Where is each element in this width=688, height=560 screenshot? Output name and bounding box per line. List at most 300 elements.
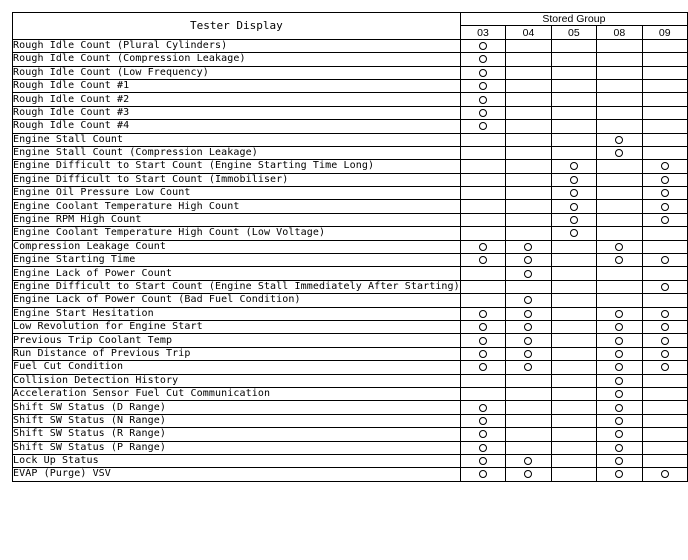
table-row (13, 66, 688, 79)
table-row (13, 173, 688, 186)
group-code-03: 03 (460, 26, 505, 39)
row-label: Engine Stall Count (13, 133, 461, 146)
group-cell-09 (642, 93, 687, 106)
group-cell-04 (506, 441, 551, 454)
circle-mark-icon (479, 323, 487, 331)
row-label: Rough Idle Count #2 (13, 93, 461, 106)
group-cell-08 (597, 160, 642, 173)
group-cell-09 (642, 294, 687, 307)
group-cell-03 (460, 428, 505, 441)
group-cell-09 (642, 441, 687, 454)
circle-mark-icon (661, 162, 669, 170)
table-row (13, 160, 688, 173)
circle-mark-icon (661, 176, 669, 184)
circle-mark-icon (524, 350, 532, 358)
group-cell-04 (506, 79, 551, 92)
group-cell-03 (460, 374, 505, 387)
row-label: Run Distance of Previous Trip (13, 347, 461, 360)
group-cell-09 (642, 361, 687, 374)
group-cell-04 (506, 294, 551, 307)
row-label: Rough Idle Count #1 (13, 79, 461, 92)
circle-mark-icon (524, 310, 532, 318)
group-cell-05 (551, 79, 596, 92)
table-row (13, 441, 688, 454)
group-cell-05 (551, 240, 596, 253)
circle-mark-icon (479, 417, 487, 425)
group-cell-04 (506, 307, 551, 320)
group-cell-09 (642, 106, 687, 119)
circle-mark-icon (479, 109, 487, 117)
circle-mark-icon (479, 337, 487, 345)
group-cell-04 (506, 66, 551, 79)
circle-mark-icon (615, 363, 623, 371)
group-cell-05 (551, 387, 596, 400)
group-cell-08 (597, 79, 642, 92)
group-cell-03 (460, 146, 505, 159)
group-cell-08 (597, 468, 642, 481)
group-cell-03 (460, 79, 505, 92)
circle-mark-icon (479, 82, 487, 90)
row-label: Rough Idle Count (Compression Leakage) (13, 53, 461, 66)
circle-mark-icon (615, 377, 623, 385)
row-label: Fuel Cut Condition (13, 361, 461, 374)
row-label: Rough Idle Count (Low Frequency) (13, 66, 461, 79)
table-row (13, 401, 688, 414)
group-cell-05 (551, 160, 596, 173)
group-cell-08 (597, 120, 642, 133)
group-cell-03 (460, 39, 505, 52)
group-cell-03 (460, 414, 505, 427)
group-code-05: 05 (551, 26, 596, 39)
group-cell-03 (460, 213, 505, 226)
group-cell-05 (551, 334, 596, 347)
table-row (13, 361, 688, 374)
table-row (13, 294, 688, 307)
circle-mark-icon (661, 350, 669, 358)
circle-mark-icon (615, 470, 623, 478)
stored-group-table (12, 12, 688, 482)
group-cell-05 (551, 320, 596, 333)
group-cell-05 (551, 66, 596, 79)
table-row (13, 468, 688, 481)
circle-mark-icon (524, 363, 532, 371)
circle-mark-icon (524, 457, 532, 465)
group-cell-03 (460, 294, 505, 307)
circle-mark-icon (615, 256, 623, 264)
group-cell-03 (460, 280, 505, 293)
group-cell-09 (642, 320, 687, 333)
circle-mark-icon (524, 337, 532, 345)
circle-mark-icon (524, 296, 532, 304)
table-row (13, 133, 688, 146)
group-cell-08 (597, 428, 642, 441)
group-cell-03 (460, 106, 505, 119)
circle-mark-icon (479, 122, 487, 130)
circle-mark-icon (570, 176, 578, 184)
group-cell-08 (597, 106, 642, 119)
group-cell-05 (551, 106, 596, 119)
table-row (13, 347, 688, 360)
table-row (13, 53, 688, 66)
table-row (13, 267, 688, 280)
group-cell-04 (506, 146, 551, 159)
circle-mark-icon (479, 350, 487, 358)
row-label: Engine Lack of Power Count (13, 267, 461, 280)
group-cell-05 (551, 414, 596, 427)
group-cell-04 (506, 347, 551, 360)
circle-mark-icon (479, 470, 487, 478)
group-cell-03 (460, 120, 505, 133)
group-cell-04 (506, 374, 551, 387)
circle-mark-icon (479, 404, 487, 412)
group-cell-05 (551, 267, 596, 280)
group-cell-04 (506, 428, 551, 441)
group-cell-09 (642, 213, 687, 226)
table-row (13, 93, 688, 106)
group-cell-04 (506, 280, 551, 293)
circle-mark-icon (615, 350, 623, 358)
table-row (13, 187, 688, 200)
group-cell-05 (551, 454, 596, 467)
group-cell-05 (551, 294, 596, 307)
table-body (13, 39, 688, 481)
group-cell-09 (642, 468, 687, 481)
table-row (13, 414, 688, 427)
row-label: Engine Difficult to Start Count (Engine Stall Immediately After Starting) (13, 281, 460, 292)
group-cell-09 (642, 307, 687, 320)
table-row (13, 254, 688, 267)
group-cell-08 (597, 267, 642, 280)
row-label: Rough Idle Count (Plural Cylinders) (13, 39, 461, 52)
group-cell-03 (460, 401, 505, 414)
group-cell-08 (597, 146, 642, 159)
group-cell-08 (597, 39, 642, 52)
row-label: Lock Up Status (13, 454, 461, 467)
group-cell-08 (597, 307, 642, 320)
group-cell-08 (597, 133, 642, 146)
group-cell-09 (642, 401, 687, 414)
group-cell-03 (460, 240, 505, 253)
group-cell-08 (597, 441, 642, 454)
table-row (13, 374, 688, 387)
group-cell-05 (551, 187, 596, 200)
group-cell-05 (551, 120, 596, 133)
group-cell-03 (460, 454, 505, 467)
circle-mark-icon (615, 390, 623, 398)
group-cell-04 (506, 93, 551, 106)
circle-mark-icon (524, 256, 532, 264)
group-cell-03 (460, 347, 505, 360)
row-label: Shift SW Status (R Range) (13, 428, 461, 441)
group-cell-04 (506, 361, 551, 374)
group-cell-03 (460, 361, 505, 374)
group-cell-04 (506, 468, 551, 481)
group-cell-04 (506, 401, 551, 414)
group-cell-05 (551, 254, 596, 267)
group-cell-05 (551, 133, 596, 146)
group-cell-08 (597, 53, 642, 66)
group-cell-04 (506, 213, 551, 226)
group-cell-09 (642, 240, 687, 253)
group-cell-08 (597, 454, 642, 467)
group-cell-05 (551, 146, 596, 159)
group-cell-03 (460, 387, 505, 400)
circle-mark-icon (570, 229, 578, 237)
group-cell-09 (642, 267, 687, 280)
group-cell-03 (460, 307, 505, 320)
circle-mark-icon (479, 69, 487, 77)
group-cell-09 (642, 387, 687, 400)
group-cell-04 (506, 200, 551, 213)
group-code-08: 08 (597, 26, 642, 39)
circle-mark-icon (479, 363, 487, 371)
group-cell-09 (642, 200, 687, 213)
circle-mark-icon (661, 283, 669, 291)
row-label: Shift SW Status (P Range) (13, 441, 461, 454)
row-label: Rough Idle Count #4 (13, 120, 461, 133)
group-cell-05 (551, 227, 596, 240)
group-cell-04 (506, 454, 551, 467)
group-cell-08 (597, 374, 642, 387)
group-cell-04 (506, 387, 551, 400)
group-cell-09 (642, 414, 687, 427)
circle-mark-icon (615, 323, 623, 331)
group-cell-05 (551, 213, 596, 226)
table-row (13, 428, 688, 441)
row-label: Compression Leakage Count (13, 240, 461, 253)
table-row (13, 334, 688, 347)
circle-mark-icon (479, 55, 487, 63)
group-cell-09 (642, 146, 687, 159)
row-label: Engine Coolant Temperature High Count (Low Voltage) (13, 227, 461, 240)
circle-mark-icon (661, 323, 669, 331)
group-cell-08 (597, 173, 642, 186)
table-row (13, 280, 688, 293)
table-row (13, 307, 688, 320)
row-label: Engine Stall Count (Compression Leakage) (13, 146, 461, 159)
circle-mark-icon (615, 136, 623, 144)
group-cell-04 (506, 414, 551, 427)
group-cell-09 (642, 53, 687, 66)
circle-mark-icon (479, 42, 487, 50)
group-cell-08 (597, 187, 642, 200)
group-cell-09 (642, 280, 687, 293)
group-cell-08 (597, 320, 642, 333)
circle-mark-icon (479, 444, 487, 452)
group-cell-04 (506, 240, 551, 253)
group-cell-05 (551, 173, 596, 186)
group-cell-05 (551, 428, 596, 441)
tester-display-header: Tester Display (13, 13, 461, 40)
circle-mark-icon (661, 203, 669, 211)
row-label: Engine Difficult to Start Count (Engine Starting Time Long) (13, 160, 461, 173)
group-cell-05 (551, 441, 596, 454)
circle-mark-icon (479, 430, 487, 438)
table-row (13, 213, 688, 226)
group-cell-09 (642, 120, 687, 133)
row-label: Previous Trip Coolant Temp (13, 334, 461, 347)
circle-mark-icon (661, 256, 669, 264)
group-cell-05 (551, 93, 596, 106)
row-label: Low Revolution for Engine Start (13, 320, 461, 333)
circle-mark-icon (570, 189, 578, 197)
group-cell-03 (460, 200, 505, 213)
table-row (13, 146, 688, 159)
group-cell-03 (460, 320, 505, 333)
circle-mark-icon (479, 310, 487, 318)
group-cell-04 (506, 267, 551, 280)
circle-mark-icon (661, 216, 669, 224)
circle-mark-icon (615, 417, 623, 425)
circle-mark-icon (615, 457, 623, 465)
group-cell-03 (460, 468, 505, 481)
group-cell-03 (460, 133, 505, 146)
group-cell-05 (551, 468, 596, 481)
group-cell-04 (506, 160, 551, 173)
group-cell-03 (460, 254, 505, 267)
group-cell-09 (642, 227, 687, 240)
group-cell-09 (642, 347, 687, 360)
group-cell-05 (551, 401, 596, 414)
group-cell-03 (460, 66, 505, 79)
group-cell-03 (460, 173, 505, 186)
group-cell-08 (597, 66, 642, 79)
row-label: Engine Starting Time (13, 254, 461, 267)
row-label: EVAP (Purge) VSV (13, 468, 461, 481)
table-row (13, 106, 688, 119)
table-row (13, 120, 688, 133)
circle-mark-icon (661, 363, 669, 371)
header-row-top (13, 13, 688, 26)
table-row (13, 240, 688, 253)
group-cell-09 (642, 374, 687, 387)
circle-mark-icon (615, 243, 623, 251)
circle-mark-icon (479, 457, 487, 465)
row-label: Shift SW Status (N Range) (13, 414, 461, 427)
table-row (13, 200, 688, 213)
group-cell-08 (597, 387, 642, 400)
circle-mark-icon (615, 404, 623, 412)
circle-mark-icon (661, 310, 669, 318)
row-label: Collision Detection History (13, 374, 461, 387)
circle-mark-icon (524, 323, 532, 331)
row-label: Engine Difficult to Start Count (Immobiliser) (13, 173, 461, 186)
group-cell-08 (597, 294, 642, 307)
group-cell-08 (597, 401, 642, 414)
group-cell-03 (460, 334, 505, 347)
circle-mark-icon (524, 470, 532, 478)
row-label: Engine RPM High Count (13, 213, 461, 226)
group-cell-09 (642, 187, 687, 200)
circle-mark-icon (570, 162, 578, 170)
group-cell-04 (506, 53, 551, 66)
circle-mark-icon (615, 337, 623, 345)
group-cell-09 (642, 160, 687, 173)
group-cell-08 (597, 254, 642, 267)
group-cell-03 (460, 187, 505, 200)
group-cell-05 (551, 39, 596, 52)
circle-mark-icon (661, 470, 669, 478)
group-cell-08 (597, 213, 642, 226)
circle-mark-icon (615, 149, 623, 157)
row-label: Engine Coolant Temperature High Count (13, 200, 461, 213)
group-cell-08 (597, 334, 642, 347)
group-cell-09 (642, 454, 687, 467)
group-code-09: 09 (642, 26, 687, 39)
group-cell-08 (597, 280, 642, 293)
group-cell-04 (506, 106, 551, 119)
table-row (13, 39, 688, 52)
group-cell-03 (460, 160, 505, 173)
table-row (13, 79, 688, 92)
circle-mark-icon (479, 96, 487, 104)
group-cell-04 (506, 133, 551, 146)
circle-mark-icon (479, 256, 487, 264)
group-cell-08 (597, 414, 642, 427)
group-cell-05 (551, 347, 596, 360)
group-cell-08 (597, 200, 642, 213)
table-row (13, 387, 688, 400)
circle-mark-icon (479, 243, 487, 251)
group-cell-04 (506, 254, 551, 267)
group-cell-09 (642, 66, 687, 79)
group-cell-05 (551, 280, 596, 293)
group-cell-09 (642, 79, 687, 92)
group-cell-08 (597, 227, 642, 240)
row-label: Engine Oil Pressure Low Count (13, 187, 461, 200)
circle-mark-icon (524, 270, 532, 278)
group-cell-04 (506, 173, 551, 186)
group-cell-09 (642, 428, 687, 441)
table-row (13, 454, 688, 467)
group-cell-03 (460, 227, 505, 240)
row-label: Rough Idle Count #3 (13, 106, 461, 119)
group-cell-03 (460, 441, 505, 454)
group-cell-08 (597, 93, 642, 106)
row-label: Shift SW Status (D Range) (13, 401, 461, 414)
group-cell-04 (506, 187, 551, 200)
group-cell-03 (460, 93, 505, 106)
stored-group-header: Stored Group (460, 13, 687, 26)
circle-mark-icon (570, 216, 578, 224)
group-cell-08 (597, 347, 642, 360)
group-code-04: 04 (506, 26, 551, 39)
group-cell-03 (460, 267, 505, 280)
group-cell-08 (597, 361, 642, 374)
group-cell-09 (642, 173, 687, 186)
group-cell-05 (551, 374, 596, 387)
group-cell-04 (506, 320, 551, 333)
group-cell-05 (551, 200, 596, 213)
group-cell-04 (506, 120, 551, 133)
group-cell-05 (551, 307, 596, 320)
group-cell-05 (551, 361, 596, 374)
group-cell-04 (506, 334, 551, 347)
group-cell-09 (642, 334, 687, 347)
group-cell-09 (642, 39, 687, 52)
group-cell-03 (460, 53, 505, 66)
group-cell-09 (642, 133, 687, 146)
group-cell-05 (551, 53, 596, 66)
table-row (13, 227, 688, 240)
row-label: Engine Lack of Power Count (Bad Fuel Condition) (13, 294, 461, 307)
table-row (13, 320, 688, 333)
circle-mark-icon (615, 310, 623, 318)
circle-mark-icon (524, 243, 532, 251)
circle-mark-icon (615, 444, 623, 452)
row-label: Acceleration Sensor Fuel Cut Communication (13, 387, 461, 400)
group-cell-09 (642, 254, 687, 267)
